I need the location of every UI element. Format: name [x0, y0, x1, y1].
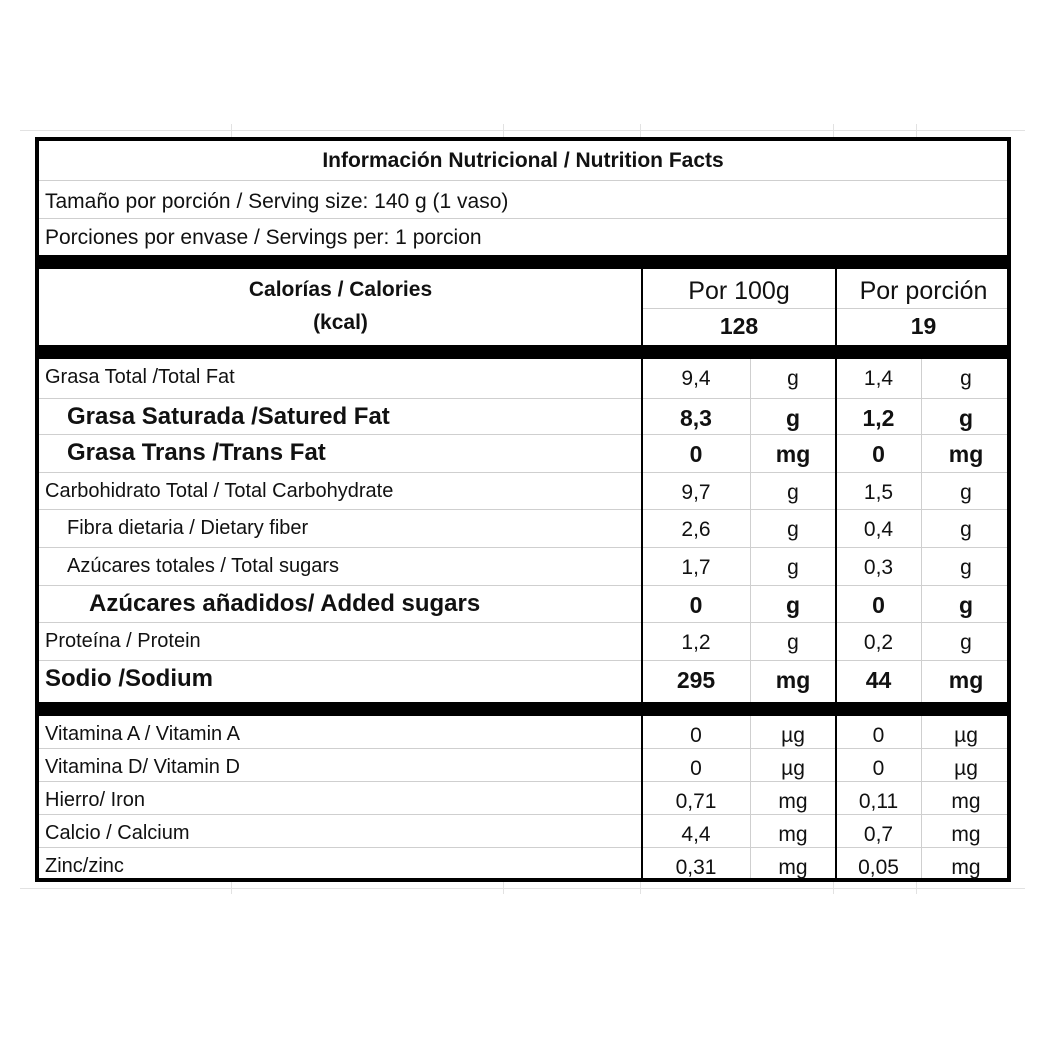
column-line	[641, 359, 643, 702]
unit-per-100g: g	[787, 518, 799, 541]
value-per-100g: 0	[690, 757, 702, 780]
unit-per-100g: g	[785, 405, 801, 431]
unit-per-100g: g	[787, 367, 799, 390]
unit-per-serving: g	[960, 481, 972, 504]
unit-per-100g: g	[785, 592, 801, 618]
value-per-100g: 9,4	[681, 367, 711, 390]
value-per-100g: 295	[676, 667, 716, 693]
servings-per-row	[39, 219, 1007, 255]
value-per-100g: 1,2	[681, 631, 711, 654]
servings-per-text: Porciones por envase / Servings per: 1 porcion	[45, 226, 482, 249]
column-line	[921, 716, 922, 878]
nutrient-row	[39, 623, 1007, 661]
nutrient-row	[39, 399, 1007, 435]
nutrient-row	[39, 586, 1007, 623]
vitamin-row	[39, 782, 1007, 815]
vitamin-row	[39, 749, 1007, 782]
value-per-serving: 1,5	[863, 481, 894, 504]
unit-per-serving: µg	[954, 724, 978, 747]
thick-divider	[39, 255, 1007, 269]
calories-row	[39, 269, 1007, 345]
nutrient-row	[39, 435, 1007, 473]
unit-per-100g: g	[787, 631, 799, 654]
nutrient-name: Carbohidrato Total / Total Carbohydrate	[45, 480, 394, 502]
value-per-100g: 9,7	[681, 481, 711, 504]
unit-per-serving: mg	[948, 441, 984, 467]
value-per-100g: 0	[689, 441, 703, 467]
unit-per-serving: mg	[951, 790, 981, 813]
value-per-serving: 0,4	[863, 518, 894, 541]
title-row	[39, 141, 1007, 181]
value-per-serving: 0,05	[858, 856, 899, 879]
unit-per-serving: mg	[951, 856, 981, 879]
value-per-100g: 2,6	[681, 518, 711, 541]
unit-per-100g: mg	[775, 667, 811, 693]
nutrient-name: Calcio / Calcium	[45, 822, 190, 844]
nutrient-name: Azúcares añadidos/ Added sugars	[89, 590, 481, 617]
value-per-serving: 0	[872, 757, 885, 780]
nutrient-name: Proteína / Protein	[45, 630, 201, 652]
value-per-serving: 0	[872, 441, 885, 467]
calories-per-serving: 19	[910, 313, 937, 339]
unit-per-100g: mg	[775, 441, 811, 467]
unit-per-100g: µg	[781, 724, 805, 747]
nutrient-name: Hierro/ Iron	[45, 789, 146, 811]
value-per-serving: 0,11	[858, 790, 899, 813]
value-per-100g: 0,71	[675, 790, 717, 813]
value-per-serving: 0,2	[863, 631, 894, 654]
nutrient-name: Vitamina D/ Vitamin D	[45, 756, 240, 778]
column-line	[835, 716, 837, 878]
nutrient-name: Grasa Saturada /Satured Fat	[67, 403, 390, 430]
column-line	[750, 359, 751, 702]
unit-per-serving: g	[958, 592, 974, 618]
calories-per-100g: 128	[719, 313, 759, 339]
unit-per-100g: g	[787, 556, 799, 579]
calories-label: Calorías / Calories	[248, 278, 433, 301]
nutrient-row	[39, 548, 1007, 586]
unit-per-serving: mg	[951, 823, 981, 846]
unit-per-100g: µg	[781, 757, 805, 780]
nutrient-name: Vitamina A / Vitamin A	[45, 723, 240, 745]
thick-divider	[39, 702, 1007, 716]
grid-line	[20, 888, 1025, 889]
unit-per-100g: mg	[778, 823, 808, 846]
serving-size-row	[39, 181, 1007, 219]
unit-per-100g: mg	[778, 790, 808, 813]
unit-per-serving: µg	[954, 757, 978, 780]
column-line	[750, 716, 751, 878]
column-line	[921, 359, 922, 702]
per-100g-header: Por 100g	[688, 277, 790, 305]
vitamin-row	[39, 716, 1007, 749]
nutrient-name: Grasa Trans /Trans Fat	[67, 439, 326, 466]
value-per-100g: 4,4	[681, 823, 711, 846]
column-line	[835, 269, 837, 345]
unit-per-serving: mg	[948, 667, 984, 693]
serving-size-text: Tamaño por porción / Serving size: 140 g (1 vaso)	[45, 190, 509, 213]
column-line	[835, 359, 837, 702]
value-per-100g: 0,31	[675, 856, 717, 879]
nutrient-name: Sodio /Sodium	[45, 665, 213, 692]
unit-per-serving: g	[960, 631, 972, 654]
value-per-100g: 1,7	[681, 556, 711, 579]
nutrient-row	[39, 661, 1007, 702]
calories-unit: (kcal)	[313, 311, 368, 334]
nutrient-row	[39, 359, 1007, 399]
thick-divider	[39, 345, 1007, 359]
value-per-serving: 0	[872, 592, 885, 618]
value-per-serving: 44	[865, 667, 892, 693]
unit-per-100g: mg	[778, 856, 808, 879]
unit-per-100g: g	[787, 481, 799, 504]
nutrient-name: Zinc/zinc	[45, 855, 124, 877]
nutrient-row	[39, 473, 1007, 510]
nutrient-name: Azúcares totales / Total sugars	[67, 555, 339, 577]
nutrition-facts-label	[35, 137, 1011, 882]
unit-per-serving: g	[960, 367, 972, 390]
value-per-serving: 0,7	[863, 823, 894, 846]
nutrient-name: Grasa Total /Total Fat	[45, 366, 235, 388]
column-line	[641, 716, 643, 878]
value-per-100g: 0	[689, 592, 703, 618]
unit-per-serving: g	[958, 405, 974, 431]
value-per-serving: 0,3	[863, 556, 894, 579]
nutrient-name: Fibra dietaria / Dietary fiber	[67, 517, 309, 539]
unit-per-serving: g	[960, 518, 972, 541]
grid-line	[20, 130, 1025, 131]
value-per-serving: 1,4	[863, 367, 894, 390]
column-line	[641, 269, 643, 345]
value-per-100g: 0	[690, 724, 702, 747]
vitamin-row	[39, 848, 1007, 878]
value-per-serving: 1,2	[862, 405, 895, 431]
nutrient-row	[39, 510, 1007, 548]
vitamin-row	[39, 815, 1007, 848]
value-per-100g: 8,3	[680, 405, 712, 431]
value-per-serving: 0	[872, 724, 885, 747]
per-serving-header: Por porción	[859, 277, 988, 305]
unit-per-serving: g	[960, 556, 972, 579]
calories-divider	[642, 308, 1007, 309]
label-title: Información Nutricional / Nutrition Facts	[322, 149, 724, 172]
